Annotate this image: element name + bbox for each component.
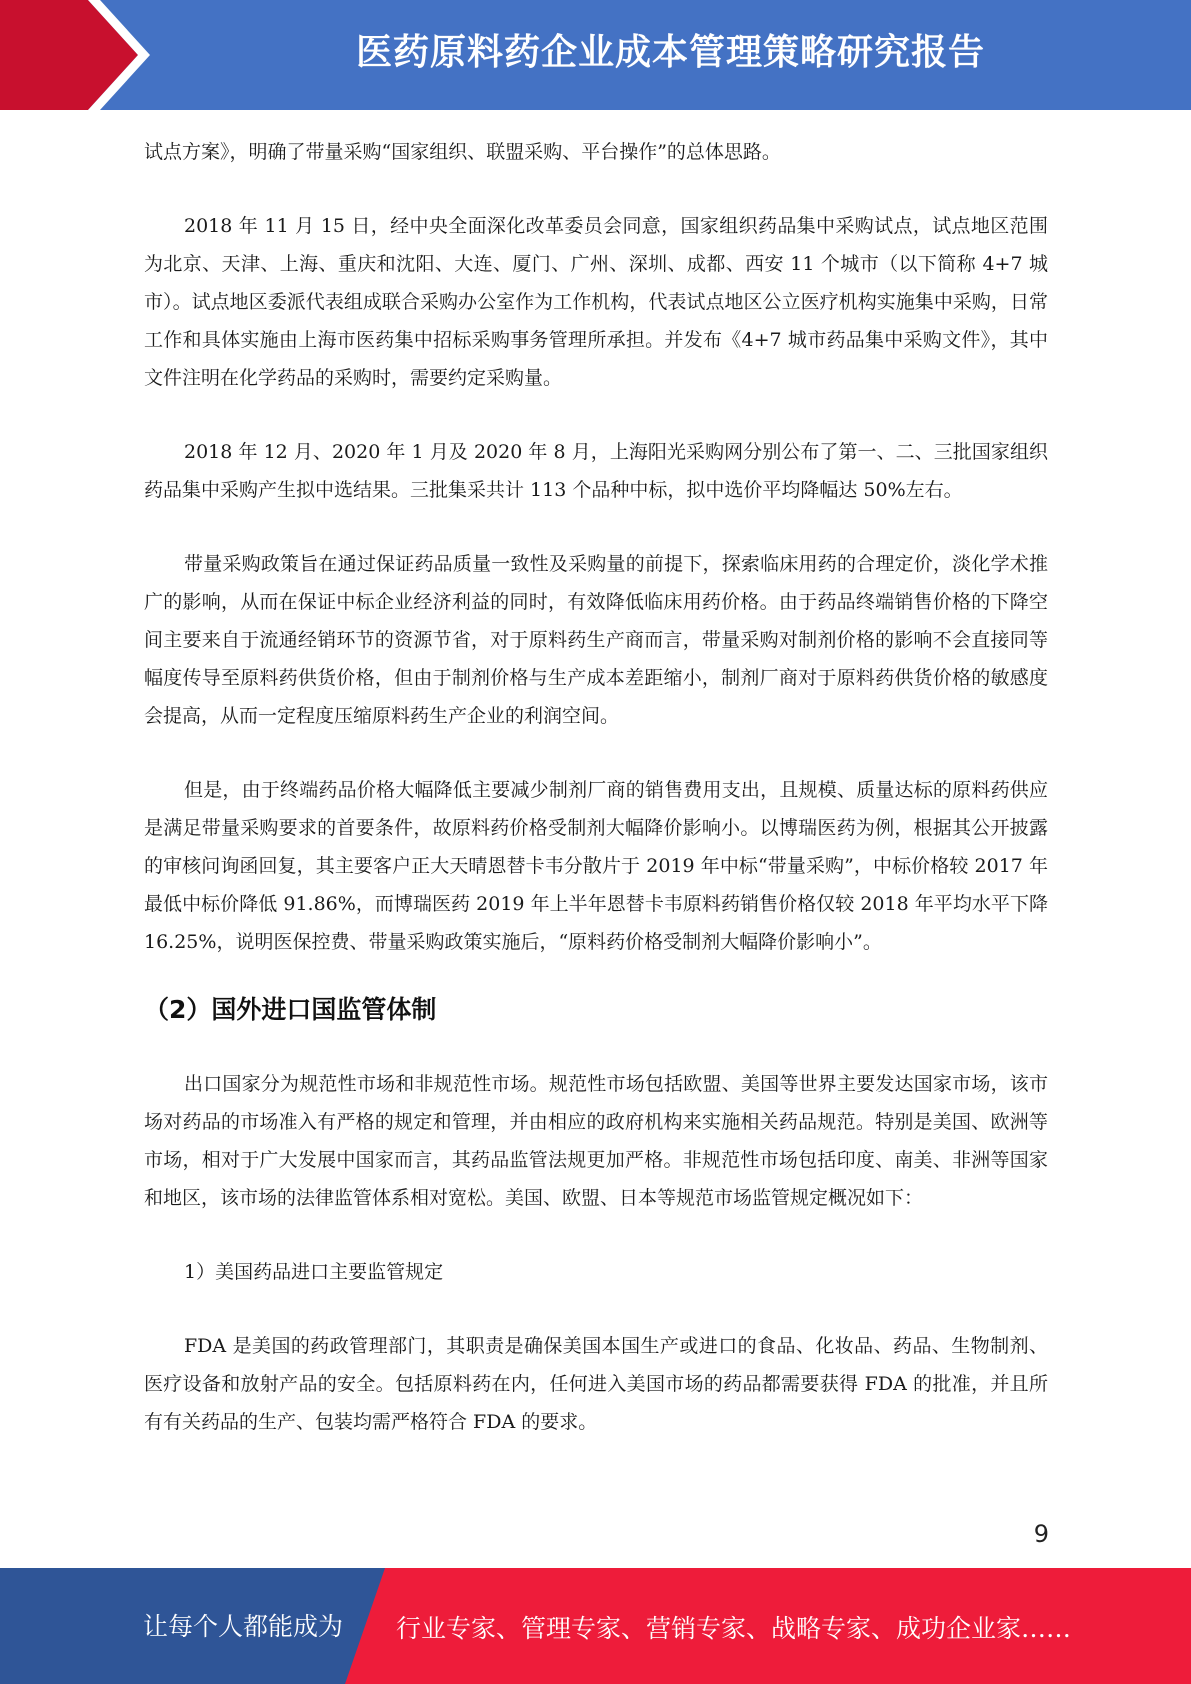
paragraph: 2018 年 12 月、2020 年 1 月及 2020 年 8 月，上海阳光采购网分别公布了第一、二、三批国家组织药品集中采购产生拟中选结果。三批集采共计 113 个品种中标，拟中选价平均降幅达 50%左右。 — [144, 441, 1048, 501]
paragraph: FDA 是美国的药政管理部门，其职责是确保美国本国生产或进口的食品、化妆品、药品、生物制剂、医疗设备和放射产品的安全。包括原料药在内，任何进入美国市场的药品都需要获得 FDA 的批准，并且所有有关药品的生产、包装均需严格符合 FDA 的要求。 — [144, 1335, 1048, 1433]
header-banner — [0, 0, 1191, 110]
paragraph: 出口国家分为规范性市场和非规范性市场。规范性市场包括欧盟、美国等世界主要发达国家市场，该市场对药品的市场准入有严格的规定和管理，并由相应的政府机构来实施相关药品规范。特别是美国、欧洲等市场，相对于广大发展中国家而言，其药品监管法规更加严格。非规范性市场包括印度、南美、非洲等国家和地区，该市场的法律监管体系相对宽松。美国、欧盟、日本等规范市场监管规定概况如下： — [144, 1073, 1048, 1209]
sub-heading: 1）美国药品进口主要监管规定 — [184, 1261, 444, 1283]
header-arrow-decoration — [0, 0, 200, 110]
paragraph: 带量采购政策旨在通过保证药品质量一致性及采购量的前提下，探索临床用药的合理定价，淡化学术推广的影响，从而在保证中标企业经济利益的同时，有效降低临床用药价格。由于药品终端销售价格的下降空间主要来自于流通经销环节的资源节省，对于原料药生产商而言，带量采购对制剂价格的影响不会直接同等幅度传导至原料药供货价格，但由于制剂价格与生产成本差距缩小，制剂厂商对于原料药供货价格的敏感度会提高，从而一定程度压缩原料药生产企业的利润空间。 — [144, 553, 1048, 727]
footer-banner — [0, 1568, 1191, 1684]
page-number: 9 — [1033, 1520, 1049, 1548]
paragraph: 试点方案》，明确了带量采购“国家组织、联盟采购、平台操作”的总体思路。 — [144, 141, 781, 163]
section-heading: （2）国外进口国监管体制 — [144, 995, 437, 1024]
footer-slogan-right: 行业专家、管理专家、营销专家、战略专家、成功企业家…… — [396, 1614, 1072, 1643]
footer-slogan-left: 让每个人都能成为 — [143, 1612, 344, 1641]
paragraph: 2018 年 11 月 15 日，经中央全面深化改革委员会同意，国家组织药品集中采购试点，试点地区范围为北京、天津、上海、重庆和沈阳、大连、厦门、广州、深圳、成都、西安 11 个城市（以下简称 4+7 城市）。试点地区委派代表组成联合采购办公室作为工作机构，代表试点地区公立医疗机构实施集中采购，日常工作和具体实施由上海市医药集中招标采购事务管理所承担。并发布《4+7 城市药品集中采购文件》，其中文件注明在化学药品的采购时，需要约定采购量。 — [144, 215, 1048, 389]
paragraph: 但是，由于终端药品价格大幅降低主要减少制剂厂商的销售费用支出，且规模、质量达标的原料药供应是满足带量采购要求的首要条件，故原料药价格受制剂大幅降价影响小。以博瑞医药为例，根据其公开披露的审核问询函回复，其主要客户正大天晴恩替卡韦分散片于 2019 年中标“带量采购”，中标价格较 2017 年最低中标价降低 91.86%，而博瑞医药 2019 年上半年恩替卡韦原料药销售价格仅较 2018 年平均水平下降 16.25%，说明医保控费、带量采购政策实施后，“原料药价格受制剂大幅降价影响小”。 — [144, 779, 1048, 953]
report-title: 医药原料药企业成本管理策略研究报告 — [355, 32, 985, 73]
page-content — [144, 133, 1048, 1477]
